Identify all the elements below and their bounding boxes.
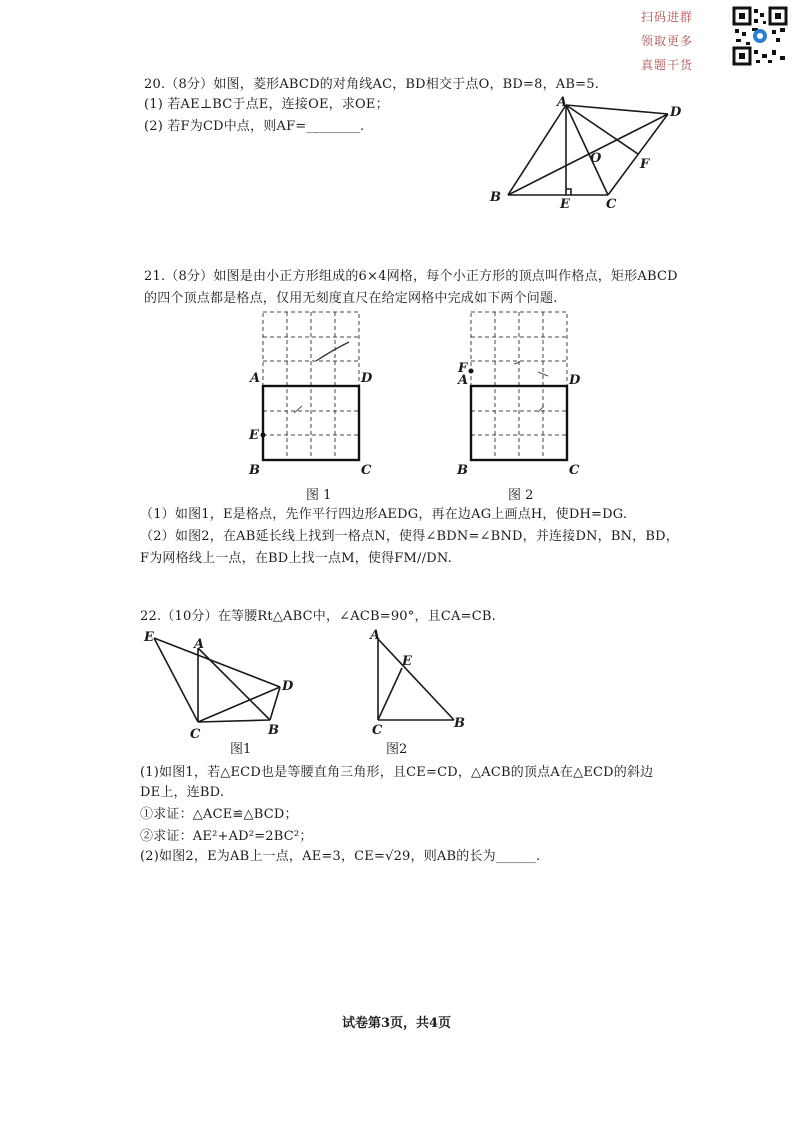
q20-part1: (1) 若AE⊥BC于点E，连接OE，求OE； <box>144 97 389 112</box>
q22-part2: (2)如图2，E为AB上一点，AE=3，CE=√29，则AB的长为______. <box>140 849 541 864</box>
q22-proof-1: ①求证：△ACE≌△BCD； <box>140 807 298 822</box>
q22-fig1-label-B: B <box>268 723 279 738</box>
q21-title: 21.（8分）如图是由小正方形组成的6×4网格，每个小正方形的顶点叫作格点，矩形ABCD <box>144 269 678 284</box>
q20-label-F: F <box>640 157 650 172</box>
promo-line-2: 领取更多 <box>640 34 693 48</box>
q21-figure-1-caption: 图 1 <box>306 488 332 503</box>
promo-line-1: 扫码进群 <box>640 10 693 24</box>
q22-part1-continued: DE上，连BD. <box>140 785 225 800</box>
q21-part1: （1）如图1，E是格点，先作平行四边形AEDG，再在边AG上画点H，使DH=DG. <box>140 507 628 522</box>
q20-label-O: O <box>590 151 602 166</box>
q20-rhombus-figure <box>478 92 706 214</box>
q22-fig1-label-D: D <box>282 679 294 694</box>
q21-fig1-label-D: D <box>361 371 373 386</box>
q21-title-continued: 的四个顶点都是格点，仅用无刻度直尺在给定网格中完成如下两个问题. <box>144 291 558 306</box>
q21-figure-2-caption: 图 2 <box>508 488 534 503</box>
q21-fig1-label-E: E <box>249 428 259 443</box>
q21-grid-figure-2 <box>454 306 584 478</box>
qr-code-icon[interactable] <box>732 6 788 66</box>
q20-label-D: D <box>670 105 682 120</box>
q22-part1: (1)如图1，若△ECD也是等腰直角三角形，且CE=CD，△ACB的顶点A在△ECD的斜边 <box>140 765 654 780</box>
q21-part2: （2）如图2，在AB延长线上找到一格点N，使得∠BDN=∠BND，并连接DN，BN，BD， <box>140 529 679 544</box>
q21-fig2-label-D: D <box>569 373 581 388</box>
q20-label-A: A <box>557 95 568 110</box>
q22-proof-2: ②求证：AE²+AD²=2BC²； <box>140 829 313 844</box>
q22-fig2-label-C: C <box>372 723 383 738</box>
q20-label-C: C <box>606 197 617 212</box>
q21-grid-figure-1 <box>246 306 376 478</box>
q22-fig2-label-A: A <box>370 628 381 643</box>
q20-part2: (2) 若F为CD中点，则AF=________. <box>144 119 365 134</box>
q22-fig1-label-C: C <box>190 727 201 742</box>
q22-fig1-label-E: E <box>144 630 154 645</box>
q20-label-B: B <box>490 190 501 205</box>
q21-fig1-label-A: A <box>250 371 261 386</box>
q21-fig2-label-C: C <box>569 463 580 478</box>
q21-fig2-label-F: F <box>458 361 468 376</box>
page-footer: 试卷第3页，共4页 <box>341 1016 452 1031</box>
q22-figure-2-caption: 图2 <box>386 742 408 757</box>
q21-fig1-label-C: C <box>361 463 372 478</box>
q22-fig2-label-B: B <box>454 716 465 731</box>
q22-title: 22.（10分）在等腰Rt△ABC中，∠ACB=90°，且CA=CB. <box>140 609 496 624</box>
q20-title: 20.（8分）如图，菱形ABCD的对角线AC，BD相交于点O，BD=8，AB=5. <box>144 77 600 92</box>
promo-line-3: 真题干货 <box>640 58 693 72</box>
q22-figure-1-caption: 图1 <box>230 742 252 757</box>
q21-fig2-label-A: A <box>458 373 469 388</box>
q22-figure-2 <box>362 626 482 738</box>
q21-fig1-label-B: B <box>249 463 260 478</box>
q21-fig2-label-B: B <box>457 463 468 478</box>
q21-part2-continued: F为网格线上一点，在BD上找一点M，使得FM//DN. <box>140 551 452 566</box>
q20-label-E: E <box>560 197 570 212</box>
q22-figure-1 <box>140 628 300 758</box>
q22-fig1-label-A: A <box>194 637 205 652</box>
q22-fig2-label-E: E <box>402 654 412 669</box>
